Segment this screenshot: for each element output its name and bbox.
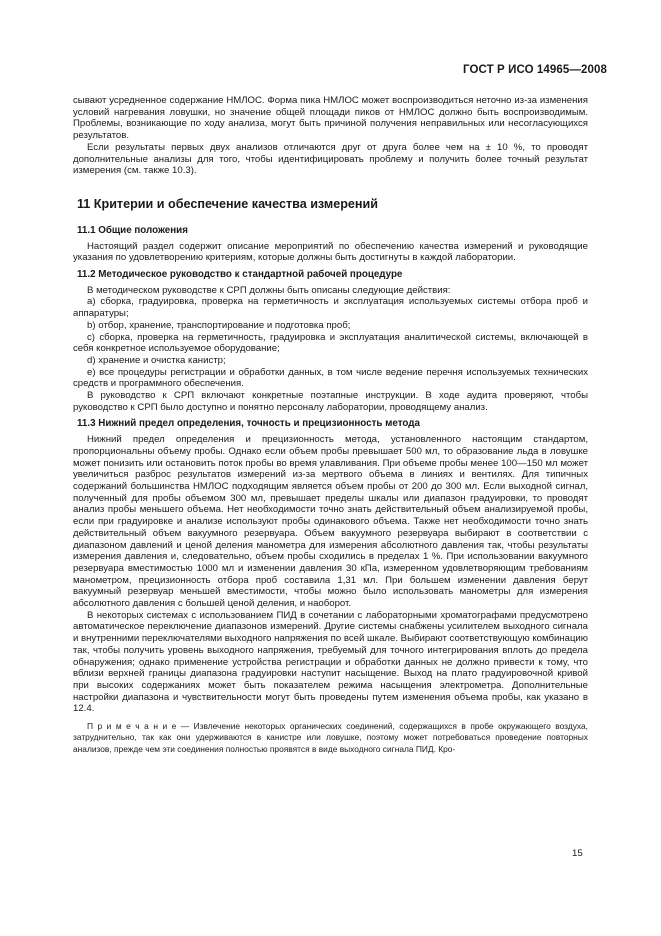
paragraph-continuation: сывают усредненное содержание НМЛОС. Форма пика НМЛОС может воспроизводиться неточно из-за изменения условий нагревания ловушки, но значение общей площади пиков от НМЛОС должно быть воспроизводимым. Проблемы, возникающие по ходу анализа, могут быть причиной получения неправильных или несогласующихся результатов.: [73, 95, 588, 142]
section-heading-11: 11 Критерии и обеспечение качества измерений: [77, 196, 378, 211]
list-item-b: b) отбор, хранение, транспортирование и подготовка проб;: [87, 319, 351, 331]
paragraph-repeat-analyses: Если результаты первых двух анализов отличаются друг от друга более чем на ± 10 %, то проводят дополнительные анализы для того, чтобы идентифицировать проблему и получить более точный результат измерения (см. также 10.3).: [73, 141, 588, 177]
note-paragraph: П р и м е ч а н и е — Извлечение некоторых органических соединений, содержащихся в пробе окружающего воздуха, затруднительно, так как они удерживаются в канистре или ловушке, поэтому может потребоваться проведение повторных анализов, прежде чем эти соединения полностью проявятся в виде выходного сигнала ПИД. Кро-: [73, 721, 588, 754]
page-number: 15: [572, 848, 583, 859]
paragraph-section-intro: Настоящий раздел содержит описание мероприятий по обеспечению качества измерений и руководящие указания по удовлетворению критериям, которые должны быть достигнуты в каждой лаборатории.: [73, 240, 588, 264]
subsection-heading-11-2: 11.2 Методическое руководство к стандартной рабочей процедуре: [77, 269, 403, 281]
paragraph-srp-intro: В методическом руководстве к СРП должны быть описаны следующие действия:: [87, 284, 451, 296]
subsection-heading-11-1: 11.1 Общие положения: [77, 224, 188, 236]
subsection-heading-11-3: 11.3 Нижний предел определения, точность и прецизионность метода: [77, 418, 420, 430]
list-item-d: d) хранение и очистка канистр;: [87, 354, 226, 366]
list-item-e: e) все процедуры регистрации и обработки данных, в том числе ведение перечня используемых технических средств и программного обеспечения.: [73, 366, 588, 390]
paragraph-detection-limit: Нижний предел определения и прецизионность метода, установленного настоящим стандартом, пропорциональны объему пробы. Однако если объем пробы превышает 500 мл, то образование льда в ловушке может понизить или остановить поток пробы во время улавливания. При объеме пробы менее 100—150 мл может увеличиться разброс результатов измерений из-за мертвого объема в линиях и вентилях. Для типичных содержаний большинства НМЛОС подходящим является объем пробы от 200 до 300 мл. Если выходной сигнал, полученный для пробы объемом 300 мл, превышает пределы шкалы или диапазон градуировки, то проводят анализ пробы меньшего объема. Нет необходимости точно знать действительный объем анализируемой пробы, если при градуировке и анализе используют пробы одинакового объема. Также нет необходимости точно знать действительный объем вакуумного резервуара. Объем вакуумного резервуара выбирают в соответствии с диапазоном давлений и ценой деления манометра для измерения абсолютного давления так, чтобы результаты измерения давления и, следовательно, объем пробы сходились в пределах 1 %. При использовании вакуумного резервуара вместимостью 1000 мл и изменении давления 30 кПа, измеренном удовлетворяющим требованиям манометром, прецизионность отбора проб составила 1,31 мл. При большем изменении давления берут вакуумный резервуар меньшей вместимости, чтобы можно было использовать манометры для измерения абсолютного давления с большей ценой деления, и наоборот.: [73, 434, 588, 610]
paragraph-srp-instructions: В руководство к СРП включают конкретные поэтапные инструкции. В ходе аудита проверяют, чтобы руководство к СРП было доступно и понятно персоналу лаборатории, проводящему анализ.: [73, 390, 588, 413]
page-body: [73, 95, 588, 755]
list-item-a: a) сборка, градуировка, проверка на герметичность и эксплуатация используемых системы отбора проб и аппаратуры;: [73, 296, 588, 320]
paragraph-pid-systems: В некоторых системах с использованием ПИД в сочетании с лабораторными хроматографами предусмотрено автоматическое переключение диапазонов измерений. Другие системы снабжены усилителем выходного сигнала и внутренними переключателями выходного напряжения по всей шкале. Выбирают соответствующую комбинацию так, чтобы получить уровень выходного напряжения, требуемый для точного интегрирования вплоть до предела обнаружения; однако применение устройства регистрации и обработки данных не должно привести к тому, что вблизи верхней границы диапазона градуировки наступит насыщение. Выход на плато градуировочной кривой при высоких содержаниях может быть показателем режима насыщения электрометра. Дополнительные настройки диапазона и чувствительности могут быть проведены путем изменения объема пробы, как указано в 12.4.: [73, 609, 588, 715]
document-header: ГОСТ Р ИСО 14965—2008: [462, 64, 607, 76]
list-item-c: c) сборка, проверка на герметичность, градуировка и эксплуатация аналитической системы, включающей в себя конкретное используемое оборудование;: [73, 331, 588, 355]
